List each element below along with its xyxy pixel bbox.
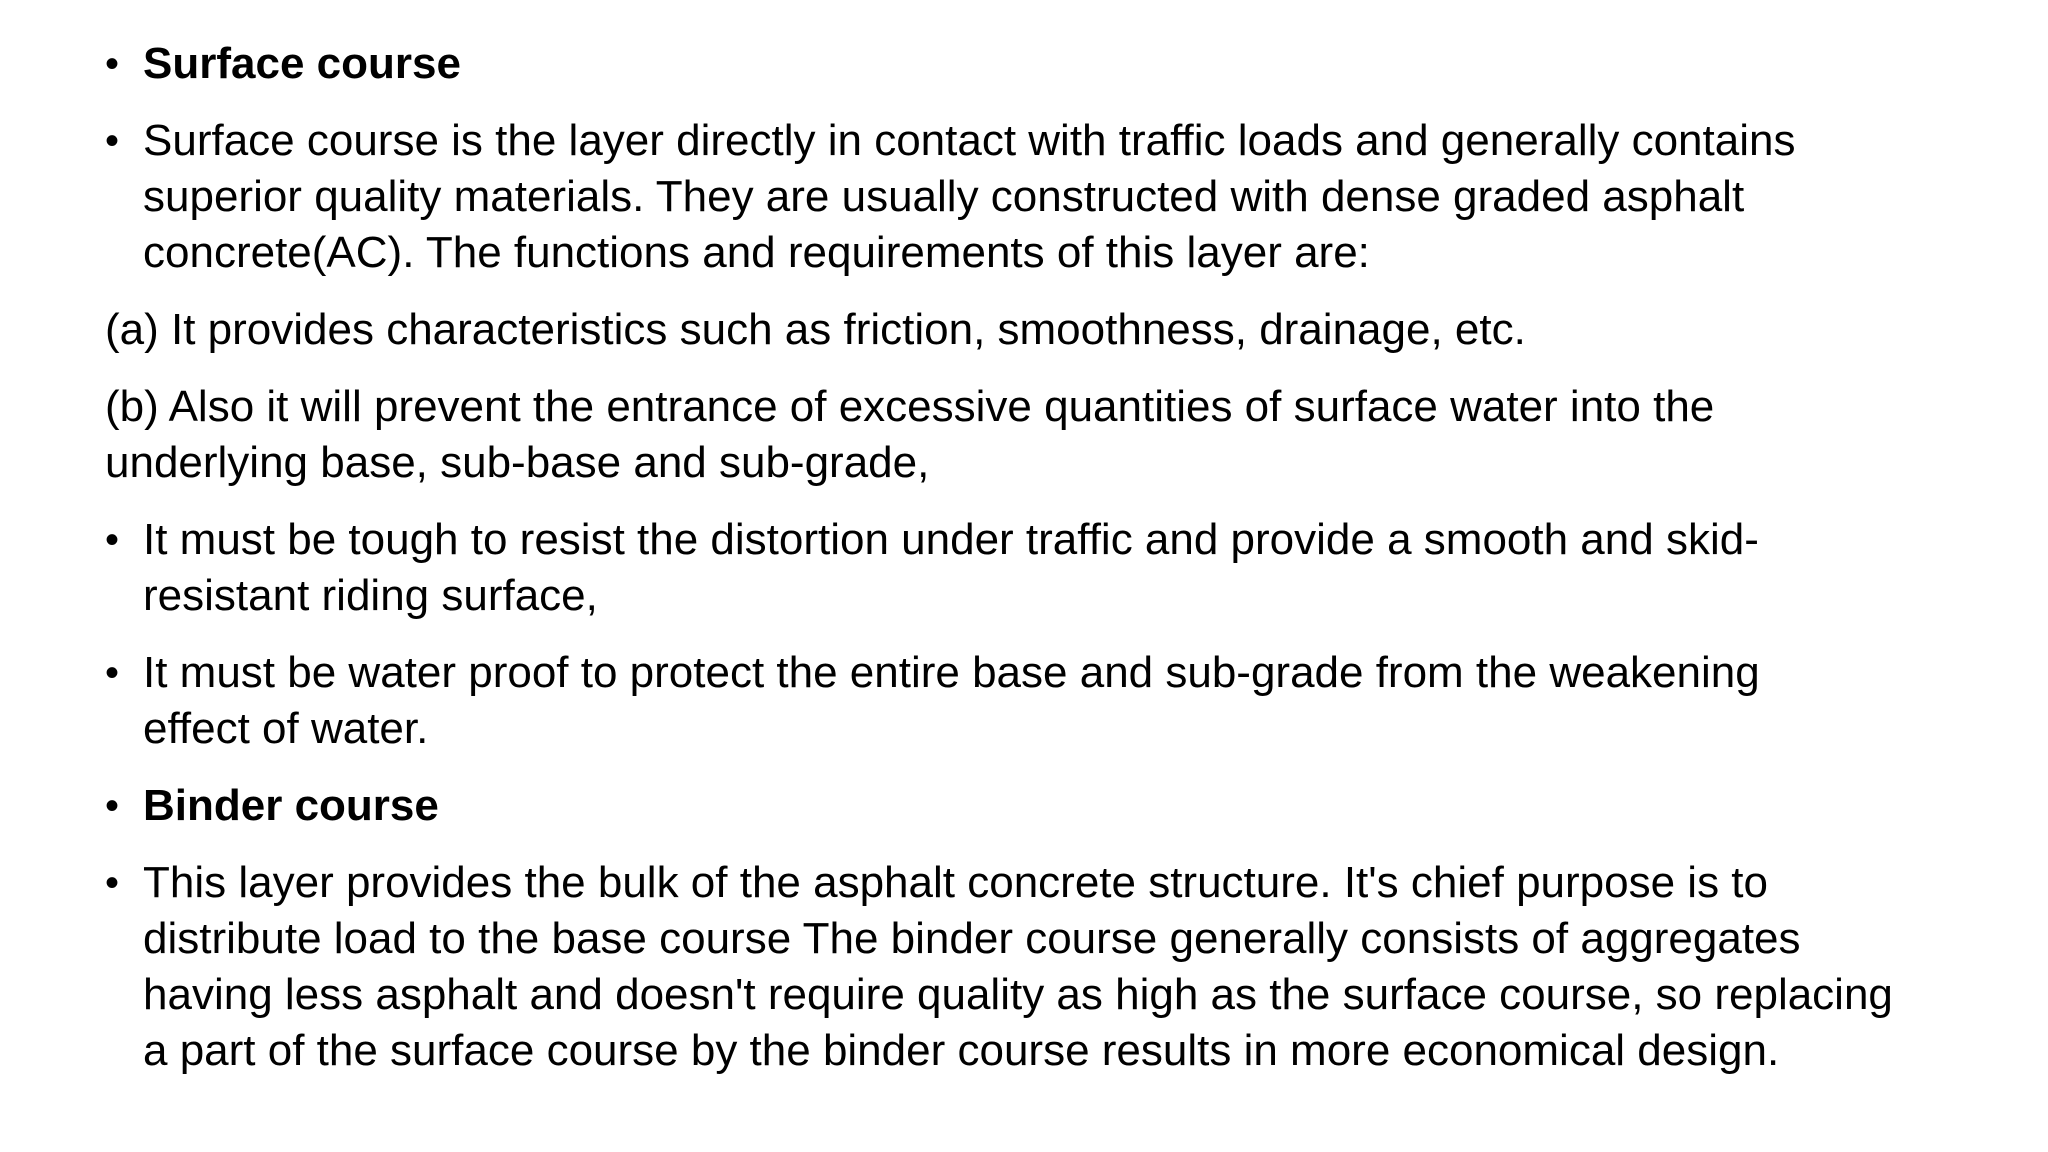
- bullet-binder-course-heading: [105, 778, 2025, 834]
- text-line: a part of the surface course by the binder course results in more economical design.: [143, 1026, 1780, 1075]
- text-line: having less asphalt and doesn't require quality as high as the surface course, so replacing: [143, 970, 1893, 1019]
- text-line: concrete(AC). The functions and requirements of this layer are:: [143, 228, 1370, 277]
- text-line: This layer provides the bulk of the asphalt concrete structure. It's chief purpose is to: [143, 858, 1768, 907]
- slide-content: [105, 36, 2025, 1100]
- text-line: superior quality materials. They are usually constructed with dense graded asphalt: [143, 172, 1745, 221]
- text-line: distribute load to the base course The binder course generally consists of aggregates: [143, 914, 1801, 963]
- paragraph-b: [105, 379, 2025, 491]
- bullet-surface-course-heading: [105, 36, 2025, 92]
- heading-line: Binder course: [143, 781, 439, 830]
- text-line: (b) Also it will prevent the entrance of excessive quantities of surface water into the: [105, 382, 1715, 431]
- text-line: It must be water proof to protect the entire base and sub-grade from the weakening: [143, 648, 1760, 697]
- bullet-icon: •: [105, 861, 120, 905]
- text-line: Surface course is the layer directly in contact with traffic loads and generally contains: [143, 116, 1796, 165]
- bullet-waterproof-requirement: [105, 645, 2025, 757]
- bullet-icon: •: [105, 784, 120, 828]
- text-line: resistant riding surface,: [143, 571, 598, 620]
- paragraph-a: [105, 302, 2025, 358]
- heading-line: Surface course: [143, 39, 461, 88]
- bullet-icon: •: [105, 42, 120, 86]
- bullet-icon: •: [105, 518, 120, 562]
- bullet-tough-requirement: [105, 512, 2025, 624]
- bullet-icon: •: [105, 119, 120, 163]
- text-line: It must be tough to resist the distortion under traffic and provide a smooth and skid-: [143, 515, 1759, 564]
- text-line: effect of water.: [143, 704, 429, 753]
- bullet-binder-course-description: [105, 855, 2025, 1079]
- bullet-icon: •: [105, 651, 120, 695]
- text-line: (a) It provides characteristics such as friction, smoothness, drainage, etc.: [105, 305, 1526, 354]
- bullet-surface-course-description: [105, 113, 2025, 281]
- text-line: underlying base, sub-base and sub-grade,: [105, 438, 930, 487]
